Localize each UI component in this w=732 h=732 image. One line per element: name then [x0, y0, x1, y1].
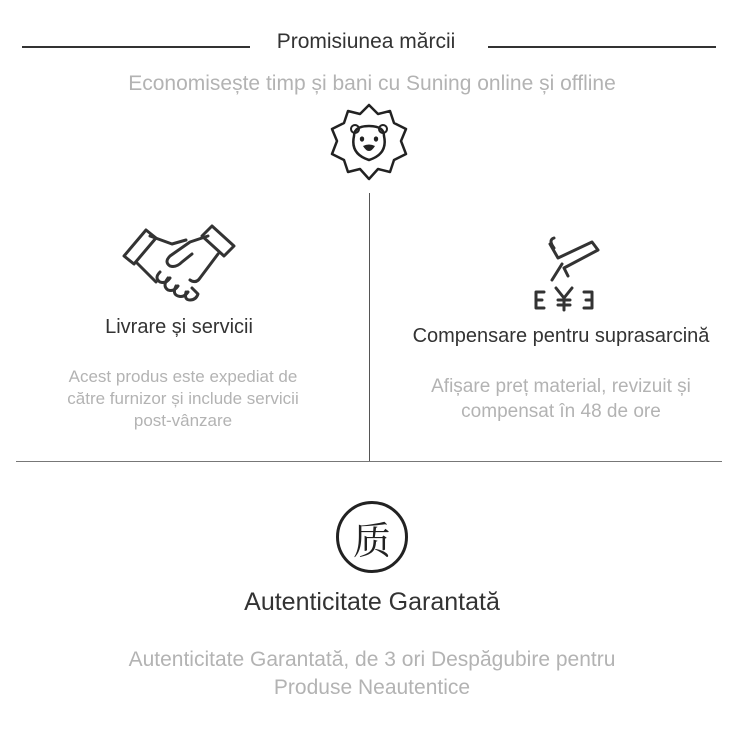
lion-mascot-icon	[328, 102, 410, 182]
hammer-yen-icon	[528, 236, 600, 312]
quality-badge-icon: 质	[336, 501, 408, 573]
vertical-divider	[369, 193, 370, 461]
bottom-feature-desc	[30, 646, 714, 702]
right-feature-desc-line: Afișare preț material, revizuit și	[431, 376, 691, 397]
horizontal-divider	[16, 461, 722, 462]
left-feature-desc-line: către furnizor și include servicii	[67, 389, 299, 408]
bottom-feature-title: Autenticitate Garantată	[244, 588, 500, 616]
bottom-feature-desc-line: Produse Neautentice	[273, 676, 471, 699]
right-feature-title: Compensare pentru suprasarcină	[412, 325, 710, 347]
page-title: Promisiunea mărcii	[276, 30, 456, 53]
handshake-icon	[120, 222, 238, 304]
right-feature-desc-line: compensat în 48 de ore	[461, 401, 661, 422]
left-feature-desc-line: Acest produs este expediat de	[68, 367, 298, 386]
right-feature-desc	[394, 374, 728, 424]
left-feature-title: Livrare și servicii	[105, 316, 253, 338]
left-feature-desc-line: post-vânzare	[133, 411, 233, 430]
bottom-feature-desc-line: Autenticitate Garantată, de 3 ori Despăgubire pentru	[128, 648, 616, 671]
left-feature-desc	[30, 366, 336, 432]
page-subtitle: Economisește timp și bani cu Suning online și offline	[128, 72, 616, 95]
